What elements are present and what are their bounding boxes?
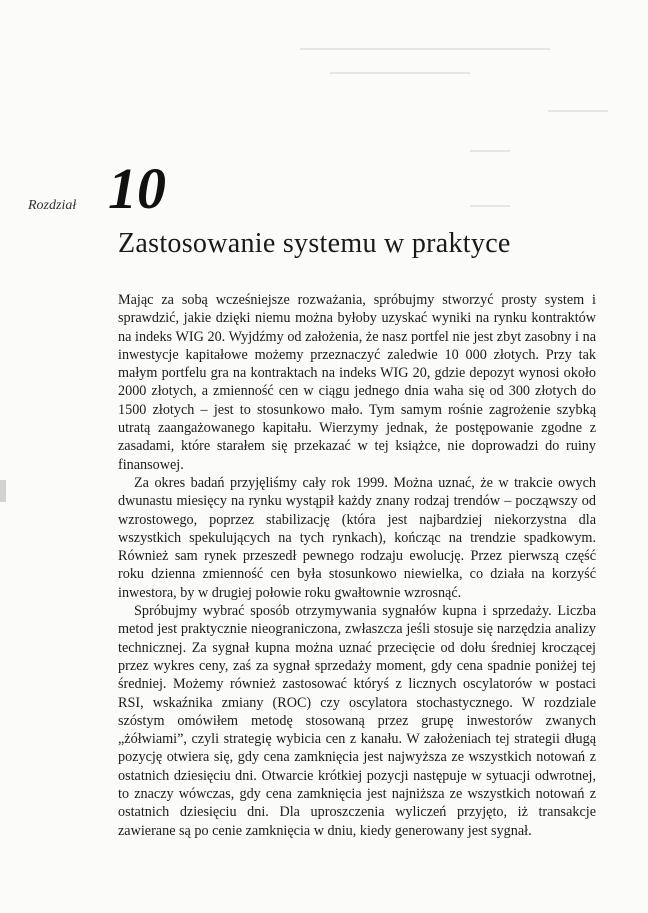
scan-edge-mark bbox=[0, 480, 6, 502]
bleed-through-line bbox=[548, 110, 608, 112]
bleed-through-line bbox=[470, 205, 510, 207]
chapter-body bbox=[118, 291, 596, 840]
paragraph: Spróbujmy wybrać sposób otrzymywania sygnałów kupna i sprzedaży. Liczba metod jest praktycznie nieograniczona, zwłaszcza jeśli stosuje się narzędzia analizy technicznej. Za sygnał kupna można uznać przecięcie od dołu średniej kroczącej przez wykres ceny, zaś za sygnał sprzedaży moment, gdy cena spadnie poniżej tej średniej. Możemy również zastosować któryś z licznych oscylatorów w postaci RSI, wskaźnika zmiany (ROC) czy oscylatora stochastycznego. W rozdziale szóstym omówiłem metodę stosowaną przez grupę inwestorów zwanych „żółwiami”, czyli strategię wybicia cen z kanału. W założeniach tej strategii długą pozycję otwiera się, gdy cena zamknięcia jest najwyższa ze wszystkich notowań z ostatnich dziesięciu dni. Otwarcie krótkiej pozycji następuje w sytuacji odwrotnej, to znaczy wówczas, gdy cena zamknięcia jest najniższa ze wszystkich notowań z ostatnich dziesięciu dni. Dla uproszczenia wyliczeń przyjęto, iż transakcje zawierane są po cenie zamknięcia w dniu, kiedy generowany jest sygnał. bbox=[118, 603, 596, 839]
chapter-label: Rozdział bbox=[28, 198, 77, 213]
bleed-through-line bbox=[300, 48, 550, 50]
chapter-title: Zastosowanie systemu w praktyce bbox=[118, 228, 511, 259]
chapter-number: 10 bbox=[108, 156, 166, 221]
paragraph: Mając za sobą wcześniejsze rozważania, spróbujmy stworzyć prosty system i sprawdzić, jakie dzięki niemu można byłoby uzyskać wyniki na rynku kontraktów na indeks WIG 20. Wyjdźmy od założenia, że nasz portfel nie jest zbyt zasobny i na inwestycje kapitałowe możemy przeznaczyć zaledwie 10 000 złotych. Przy tak małym portfelu gra na kontraktach na indeks WIG 20, gdzie depozyt wynosi około 2000 złotych, a zmienność cen w ciągu jednego dnia waha się od 300 złotych do 1500 złotych – jest to stosunkowo mało. Tym samym rośnie zagrożenie szybką utratą zaangażowanego kapitału. Wierzymy jednak, że postępowanie zgodne z zasadami, które starałem się przekazać w tej książce, nie doprowadzi do ruiny finansowej. bbox=[118, 292, 596, 473]
bleed-through-line bbox=[330, 72, 470, 74]
paragraph: Za okres badań przyjęliśmy cały rok 1999. Można uznać, że w trakcie owych dwunastu miesięcy na rynku wystąpił każdy znany rodzaj trendów – począwszy od wzrostowego, poprzez stabilizację (która jest najbardziej niekorzystna dla wszystkich spekulujących na tych rynkach), kończąc na trendzie spadkowym. Również sam rynek przeszedł pewnego rodzaju ewolucję. Przez pierwszą część roku dzienna zmienność cen była stosunkowo niewielka, co działa na korzyść inwestora, by w drugiej połowie roku gwałtownie wzrosnąć. bbox=[118, 474, 596, 601]
bleed-through-line bbox=[470, 150, 510, 152]
